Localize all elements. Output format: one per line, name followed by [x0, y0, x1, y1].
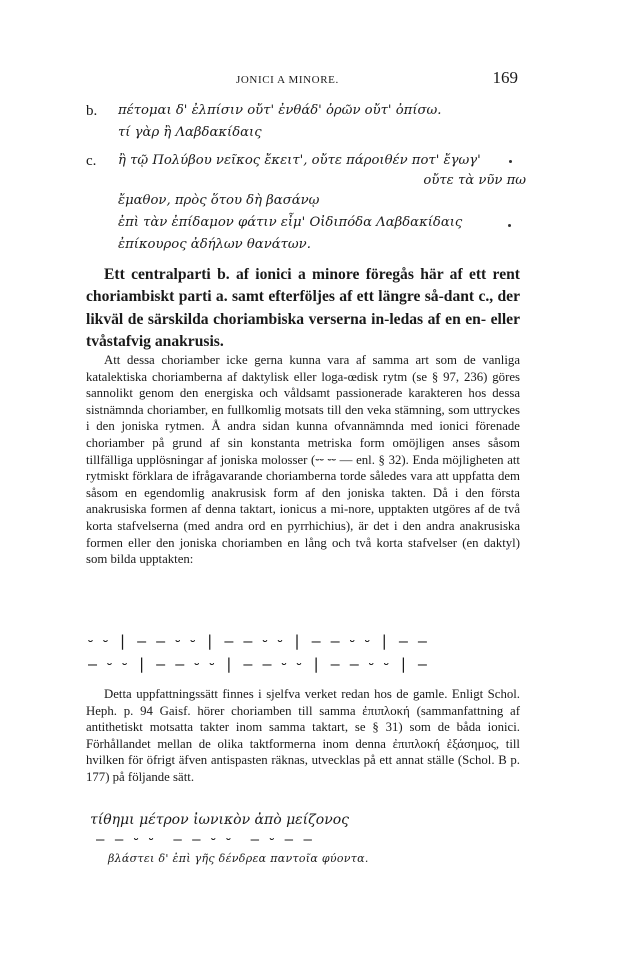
page-header [86, 70, 518, 92]
example-label: b. [86, 103, 98, 119]
greek-text: ἐπὶ τὰν ἐπίδαμον φάτιν εἶμ' Οἰδιπόδα Λαβδακίδαις [118, 215, 463, 230]
meter-row: ⏑ ⏑ | — — ⏑ ⏑ | — — ⏑ ⏑ | — — ⏑ ⏑ | — — [88, 632, 428, 650]
running-head: JONICI A MINORE. [236, 74, 339, 86]
greek-text: ἔμαθον, πρὸς ὅτου δὴ βασάνῳ [118, 193, 320, 208]
main-paragraph: Ett centralparti b. af ionici a minore föregås här af ett rent choriambiskt parti a. samt efterföljes af ett längre så-dant c., der likväl de särskilda choriambiska verserna in-ledas af en en- eller tvåstafvig anakrusis. [86, 266, 520, 350]
greek-line [86, 150, 526, 172]
example-label: c. [86, 153, 97, 169]
stray-dot [508, 224, 511, 227]
greek-line [86, 122, 526, 144]
meter-scheme [88, 630, 468, 676]
stray-dot [509, 160, 512, 163]
meter-row: — ⏑ ⏑ | — — ⏑ ⏑ | — — ⏑ ⏑ | — — ⏑ ⏑ | — [88, 655, 428, 673]
greek-text: ἐπίκουρος ἀδήλων θανάτων. [118, 237, 311, 252]
page-number: 169 [492, 68, 518, 87]
greek-tail: βλάστει δ' ἐπὶ γῆς δένδρεα παντοῖα φύοντα. [108, 852, 369, 865]
quote-meter: — — ⏑ ⏑ — — ⏑ ⏑ — ⏑ — — [96, 832, 313, 848]
note-paragraph: Att dessa choriamber icke gerna kunna vara af samma art som de vanliga katalektiska choriamberna af daktylisk eller loga-œdisk rytm (se § 97, 236) göres sannolikt genom den energiska och våldsamt passionerade karakteren hos dessa sistnämnda choriamber, en fullkomlig motsats till den veka stämning, som uttryckes i den joniska rytmen. Å andra sidan kunna ofvannämnda med ionici förenade choriamber på grund af sin konstanta metriska form omöjligen anses såsom tillfälliga upplösningar af joniska molosser (⏑⏑ ⏑⏑ — enl. § 32). Enda möjligheten att rytmiskt förklara de ifrågavarande choriamberna torde således vara att uppfatta dem såsom en egendomlig anakrusisk form af den joniska takten. Då i den första anakrusiska formen af denna taktart, ionicus a mi-nore, upptakten utgöres af de två korta stafvelserna (med andra ord en pyrrhichius), är det i den andra anakrusiska formen eller den joniska choriamben en lång och två korta stafvelser (en daktyl) som bilda upptakten: [86, 353, 520, 567]
greek-text: ἢ τῷ Πολύβου νεῖκος ἔκειτ', οὔτε πάροιθέν ποτ' ἔγωγ' [118, 153, 481, 168]
greek-line [86, 172, 526, 190]
note2-paragraph: Detta uppfattningssätt finnes i sjelfva verket redan hos de gamle. Enligt Schol. Heph. p. 94 Gaisf. hörer choriamben till samma ἐπιπλοκή (sammanfattning af antithetiskt motsatta takter inom samma taktart, se § 31) som de båda ionici. Förhållandet mellan de olika taktformerna inom denna ἐπιπλοκή ἐξάσημος, till hvilken för öfrigt äfven antispasten räknas, utvecklas på ett annat ställe (Schol. B p. 177) på följande sätt. [86, 687, 520, 784]
greek-examples [86, 100, 526, 256]
greek-line [86, 190, 526, 212]
greek-text: πέτομαι δ' ἐλπίσιν οὔτ' ἐνθάδ' ὁρῶν οὔτ' ὀπίσω. [118, 103, 442, 118]
greek-line [86, 100, 526, 122]
greek-text: οὔτε τὰ νῦν πω [423, 173, 526, 188]
greek-line [86, 212, 526, 234]
greek-text: τί γὰρ ἢ Λαβδακίδαις [118, 125, 262, 140]
greek-quote: τίθημι μέτρον ἰωνικὸν ἀπὸ μείζονος [90, 812, 349, 828]
greek-line [86, 234, 526, 256]
